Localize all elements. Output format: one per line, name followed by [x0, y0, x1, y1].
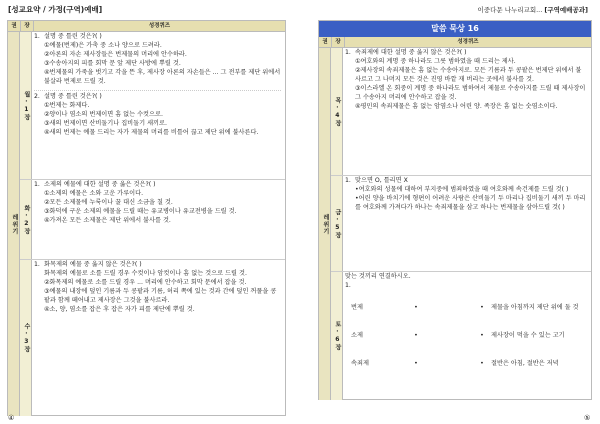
right-page-title: 말씀 묵상 16 [319, 21, 591, 37]
section-fri-5 [331, 176, 591, 272]
match-right-item: 제사장이 먹을 수 있는 고기 [491, 332, 565, 340]
match-row [345, 295, 587, 323]
question: 1. 소제의 예물에 대한 설명 중 옳은 것은?( ) ①소제의 예물은 소와 고운 가루이다. ②모든 소제물에 누룩이나 꿀 대신 소금을 칠 것. ③화덕에 구운 소제의 예물을 드릴 때는 유교병이나 유교전병을 드릴 것. ④가져온 모든 소제물은 제단 위에서 불사를 것. [34, 181, 237, 224]
match-left-item: 속죄제 [351, 360, 369, 368]
section-label: 목·4장 [333, 96, 341, 127]
match-row [345, 351, 587, 379]
right-column-header [319, 37, 591, 48]
question: 1. 맞으면 O, 틀리면 X •여호와의 성물에 대하여 부지중에 범죄하였을 때 여호와께 속건제를 드릴 것( ) •어린 양을 바치기에 형편이 어려운 사람은 산비둘기 두 마리나 집비둘기 새끼 두 마리를 여호와께 가져다가 하나는 속죄제물을 삼고 하나는 번제물을 삼아드릴 것( ) [345, 177, 586, 211]
section-wed-3 [20, 260, 285, 416]
section-sat-6 [331, 272, 591, 400]
match-dot[interactable]: • [414, 360, 418, 368]
question: 1. 설명 중 틀린 것은?( ) ①예물(번제)은 가축 중 소나 양으로 드려라. ②아론의 자손 제사장들은 번제물의 머리에 안수하라. ③수송아지의 피를 회막 문 앞 제단 사방에 뿌릴 것. ④번제물의 가죽을 벗기고 각을 뜬 후, 제사장 아론의 자손들은 ... 그 전부를 제단 위에서 불살라 번제로 드릴 것. [34, 33, 281, 85]
match-dot[interactable]: • [414, 332, 418, 340]
section-label: 금·5장 [333, 208, 341, 239]
match-right-item: 제물을 아침까지 제단 위에 둘 것 [491, 304, 579, 312]
left-page [7, 20, 286, 416]
header-right-tag: [구역예배공과] [544, 6, 588, 14]
match-dot[interactable]: • [480, 304, 484, 312]
col-chapter: 장 [21, 21, 34, 31]
section-label: 수·3장 [22, 323, 30, 353]
col-book: 권 [319, 37, 332, 47]
matching-exercise [345, 295, 587, 379]
section-label: 토·6장 [333, 321, 341, 351]
header-right [478, 6, 588, 15]
col-book: 권 [8, 21, 21, 31]
section-thu-4 [331, 48, 591, 176]
question-number: 1. [345, 281, 351, 289]
question: 1. 속죄제에 대한 설명 중 옳지 않은 것은?( ) ①여호와의 계명 중 하나라도 그릇 범하였을 때 드리는 제사. ②제사장의 속죄제물은 흠 없는 수송아지로. 모든 기름과 두 콩팥은 번제단 위에서 불사르고 그 나머지 모든 것은 진영 바깥 재 버리는 곳에서 불사를 것. ③이스라엘 온 회중이 계명 중 하나라도 범하여서 제물로 수송아지를 드릴 때 제사장이 그 수송아지 머리에 안수하고 잡을 것. ④평민의 속죄제물은 흠 없는 암염소나 어린 양. 족장은 흠 없는 숫염소이다. [345, 49, 586, 110]
col-quiz: 성경퀴즈 [457, 39, 479, 45]
question: 1. 화목제의 예물 중 옳지 않은 것은?( ) 화목제의 예물로 소를 드릴 경우 수컷이나 암컷이나 흠 없는 것으로 드릴 것. ②화목제의 예물로 소를 드릴 경우 ... 머리에 안수하고 회막 문에서 잡을 것. ③예물의 내장에 덮인 기름과 두 콩팥과 기름, 허리 쪽에 있는 것과 간에 덮인 꺼풀을 콩팥과 함께 떼어내고 제사장은 그것을 불사르라. ④소, 양, 염소를 잡은 후 잡은 자가 피를 제단에 뿌릴 것. [34, 261, 277, 313]
section-tue-2 [20, 180, 285, 260]
match-left-item: 번제 [351, 304, 363, 312]
match-dot[interactable]: • [414, 304, 418, 312]
page-number-left: ④ [8, 414, 15, 422]
section-label: 월·1장 [22, 90, 30, 121]
match-right-item: 절반은 아침, 절반은 저녁 [491, 360, 559, 368]
section-mon-1 [20, 32, 285, 180]
col-quiz: 성경퀴즈 [148, 23, 171, 29]
section-label: 화·2장 [22, 204, 30, 235]
left-column-header [8, 21, 285, 32]
match-dot[interactable]: • [480, 332, 484, 340]
match-intro: 맞는 것끼리 연결하시오. [345, 273, 411, 280]
match-row [345, 323, 587, 351]
header-left-title: [성교요약 / 가정(구역)예배] [8, 5, 103, 14]
match-left-item: 소제 [351, 332, 363, 340]
page-number-right: ⑤ [584, 414, 591, 422]
question: 2. 설명 중 틀린 것은?( ) ①번제는 화제다. ②양이나 염소의 번제이면 흠 없는 수컷으로. ③새의 번제이면 산비둘기나 집비둘기 새끼로. ④새의 번제는 예물 드리는 자가 제물의 머리를 비틀어 끊고 제단 위에 불사른다. [34, 90, 281, 138]
right-book-label: 레위기 [319, 48, 331, 400]
left-book-label: 레위기 [8, 32, 20, 416]
match-dot[interactable]: • [480, 360, 484, 368]
header-right-text: 이중다문 나누리교회... [477, 6, 543, 14]
col-chapter: 장 [332, 37, 345, 47]
right-page [318, 20, 592, 400]
